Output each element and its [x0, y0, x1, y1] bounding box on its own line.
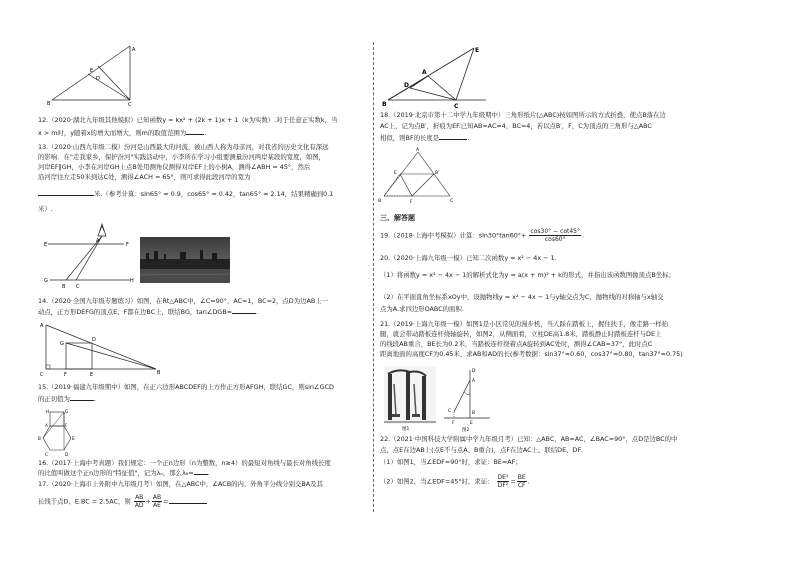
q13-answer-blank[interactable] [38, 195, 94, 196]
q19-text: 19.（2018·上海中考模拟）计算：sin30°tan60°+ [380, 231, 527, 240]
q17-plus: + [145, 497, 151, 506]
fig13-label-h: H [130, 278, 134, 284]
q12-line1: 12.（2020·湖北九年级其他模拟）已知函数y = kx² + (2k + 1)x + 1（k为实数）.对于任意正实数k，当 [38, 116, 338, 124]
fig11-label-e: E [90, 68, 94, 74]
figure-q11-triangle [44, 44, 140, 106]
q22-line2: 点，点E在边AB上(点E不与点A、B重合)，点F在边AC上，联结DE、DF. [380, 446, 583, 454]
fig21-label-f: F [452, 421, 455, 426]
q22-fraction-de-df: $\frac{\text{DE²}}{\text{DF²}}$ [497, 474, 509, 489]
fig13-label-c: C [76, 284, 80, 290]
fig15-label-h: H [46, 409, 50, 414]
q16-line2-end: . [207, 469, 210, 477]
fig15-label-c: C [45, 452, 48, 457]
q13-line5 [38, 190, 333, 199]
q18-line2: AC上，记为点B′，折痕为EF.已知AB=AC=4，BC=4，若以点B′，F，C为顶点的三角形与△ABC [380, 122, 652, 130]
q12-line2 [38, 129, 206, 138]
q13-line5-text: 米.（参考计算：sin65° ≈ 0.9，cos65° ≈ 0.42，tan65° ≈ 2.14，结果精确到0.1 [94, 190, 334, 198]
q17-line2 [38, 494, 207, 509]
fig15-label-g: G [65, 409, 69, 414]
figure-q13-river [44, 222, 136, 290]
fig14-label-e: E [90, 372, 94, 377]
fig13-label-e: E [44, 242, 48, 248]
q21-line4: 距离地面的高度CF为0.45米，求AB和AD的长(参考数据：sin37°≈0.60，cos37°≈0.80，tan37°≈0.75) [380, 350, 683, 358]
fig17-label-c: C [454, 103, 459, 108]
fig21-caption-1: 图1 [402, 427, 410, 432]
q22-line1: 22.（2021·中国科技大学附属中学九年级月考）已知：△ABC，AB=AC，∠BAC=90°，点D是边BC的中 [380, 435, 678, 443]
fig14-label-a: A [40, 323, 44, 329]
fig13-label-b: B [62, 284, 66, 290]
fig21-label-c: C [448, 409, 452, 414]
q17-equals: = [163, 497, 169, 506]
figure-q18-fold [378, 146, 460, 204]
fig18-label-f: F [410, 200, 413, 204]
column-separator [373, 42, 374, 512]
section-heading-solve: 三、解答题 [380, 214, 415, 222]
fig11-label-a: A [132, 47, 136, 53]
q20-part2-line2: 点为A.求四边形OABC的面积. [380, 305, 464, 313]
q13-line4: 沿河岸往左走50米到达C处，测得∠ACH = 65°，则可求得此段河岸的宽为 [38, 173, 251, 181]
fig17-label-e: E [475, 47, 480, 54]
figure-q15-hexagon [38, 408, 78, 458]
q17-line2-text: 长线于点D、E.BC = 2.5AC，则 [38, 497, 131, 506]
figure-q14-triangle [38, 321, 168, 377]
fig15-label-b: B [38, 436, 41, 441]
fig14-label-b: B [157, 370, 161, 376]
fig14-label-g: G [60, 341, 64, 347]
fig11-label-d: D [96, 76, 100, 82]
q17-fraction-ab-ae: $\frac{AB}{AE}$ [152, 494, 162, 509]
q15-line2 [38, 395, 96, 404]
q15-line1: 15.（2019·福建九年级期中）如图，在正六边形ABCDEF的上方作正方形AFGH，联结GC，则sin∠GCD [38, 383, 334, 391]
q15-line2-end: . [93, 395, 96, 403]
fig18-label-c: C [450, 199, 454, 204]
q19-end: . [581, 231, 585, 240]
q18-line3 [380, 134, 469, 143]
fig18-label-bprime: B' [435, 171, 440, 176]
q13-line1: 13.（2020·山西九年级二模）汾河是山西最大的河流，被山西人称为母亲河，对我省的历史文化有深远 [38, 143, 329, 151]
q12-line2-text: x > m时，y随着x的增大而增大，则m的取值范围为 [38, 129, 187, 137]
q14-line2-text: 动点，正方形DEFG的顶点E、F都在边BC上，联结BG，tan∠DGB= [38, 308, 233, 316]
river-photo [140, 237, 230, 283]
q14-line1: 14.（2020·全国九年级专题练习）如图，在Rt△ABC中，∠C=90°，AC=1，BC=2，点D为边AB上一 [38, 297, 329, 305]
q20-part2-line1: （2）在平面直角坐标系xOy中，设抛物线y = x² − 4x − 1与y轴交点为C，抛物线的对称轴与x轴交 [380, 293, 664, 301]
fig14-label-d: D [92, 337, 96, 343]
q16-line1: 16.（2017·上海中考真题）我们规定：一个正n边形（n为整数，n≥4）的最短对角线与最长对角线长度 [38, 459, 331, 467]
fig15-label-a: A [45, 423, 48, 428]
q18-line1: 18.（2019·北京市第十二中学九年级期中）三角形纸片(△ABC)按如图所示的方式折叠，使点B落在边 [380, 111, 666, 119]
q17-answer-blank[interactable] [169, 503, 207, 504]
q22-part2-text: （2）如图2，当∠EDF=45°时，求证： [380, 477, 494, 486]
q12-answer-blank[interactable] [186, 134, 204, 135]
q21-line1: 21.（2019·上海九年级一模）如图1是小区常见的漫步机，当人踩在踏板上，握住扶手，像走路一样抬 [380, 320, 669, 328]
figure-q17-triangle [382, 44, 494, 108]
fig17-label-a: A [422, 69, 427, 76]
q22-part1: （1）如图1，当∠EDF=90°时，求证：BE=AF； [380, 458, 522, 466]
fig15-label-f: F [65, 423, 68, 428]
q22-end: . [527, 477, 530, 486]
q22-part2 [380, 474, 530, 489]
fig21-caption-2: 图2 [462, 428, 470, 432]
fig15-label-e: E [72, 436, 75, 441]
fig18-label-e: E [394, 171, 397, 176]
fig21-label-d: D [472, 369, 476, 374]
q19-line [380, 228, 584, 243]
q15-answer-blank[interactable] [70, 400, 94, 401]
q16-line2 [38, 469, 210, 478]
q21-line2: 腿，就会带动踏板连杆绕轴旋转，如图2，从侧面看，立柱DE高1.8米，踏板静止时踏板连杆与DE上 [380, 330, 662, 338]
fig15-label-d: D [65, 452, 69, 457]
fig13-label-f: F [126, 242, 129, 248]
q20-part1: （1）将函数y = x² − 4x − 1的解析式化为y = a(x + m)² + k的形式，并指出该函数图像顶点B坐标； [380, 271, 675, 279]
q18-line3-end: . [467, 134, 470, 142]
fig21-label-a: A [472, 379, 476, 384]
q12-line2-end: . [204, 129, 207, 137]
q13-line2: 的影响．在"走我家乡，保护汾河"实践活动中，小李所在学习小组要测量汾河两岸某段的宽度，如图， [38, 153, 326, 161]
q14-line2 [38, 308, 258, 317]
q14-line2-end: . [256, 308, 259, 316]
figure-q21-machine-photo [384, 366, 436, 432]
fig17-label-d: D [404, 82, 409, 89]
q19-fraction: $\frac{\cos 30^\circ - \cot 45^\circ}{\cos 60^\circ}$ [530, 228, 580, 243]
q15-line2-text: 的正切值为 [38, 395, 70, 403]
q18-line3-text: 相似，则BF的长度是 [380, 134, 440, 142]
fig21-label-e: E [470, 421, 473, 426]
fig18-label-b: B [378, 199, 382, 204]
q13-line3: 河岸EF∥GH，小李在河岸GH上点B处用测角仪测得对岸EF上的小树A，测得∠ABH = 45°，然后 [38, 163, 311, 171]
fig21-label-b: B [472, 411, 476, 416]
q17-line1: 17.（2020·上海市上外附中九年级月考）如图，在△ABC中，∠ACB的内、外角平分线分别交BA及其 [38, 480, 323, 488]
q18-answer-blank[interactable] [439, 139, 467, 140]
q13-line6: 米）. [38, 205, 53, 213]
fig13-label-a: A [96, 238, 100, 244]
q20-line1: 20.（2020·上海九年级一模）已知二次函数y = x² − 4x − 1. [380, 254, 557, 262]
fig11-label-b: B [47, 101, 51, 106]
q16-line2-text: 的比值叫做这个正n边形的"特征值"，记为λₙ，那么λ₆= [38, 469, 194, 477]
q14-answer-blank[interactable] [232, 313, 256, 314]
q21-line3: 的线段AB重合，BE长为0.2米，当踏板连杆绕着点A旋转到AC处时，测得∠CAB=37°，此时点C [380, 340, 653, 348]
q22-equals: = [510, 477, 516, 486]
q16-answer-blank[interactable] [194, 474, 208, 475]
fig13-label-g: G [44, 278, 48, 284]
fig17-label-b: B [382, 101, 387, 108]
fig18-label-a: A [416, 148, 420, 153]
q22-fraction-be-cf: $\frac{BE}{CF}$ [517, 474, 526, 489]
fig14-label-f: F [64, 372, 67, 377]
q17-fraction-ab-ad: $\frac{AB}{AD}$ [134, 494, 144, 509]
figure-q21-diagram [440, 366, 494, 432]
fig14-label-c: C [40, 372, 44, 377]
fig11-label-c: C [128, 102, 132, 106]
